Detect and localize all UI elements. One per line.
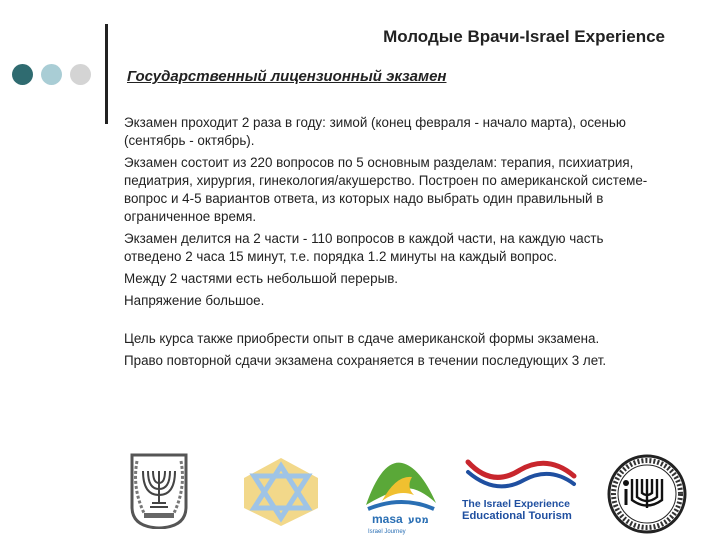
page-header-title: Молодые Врачи-Israel Experience bbox=[383, 27, 665, 46]
israel-experience-tagline: Educational Tourism bbox=[462, 510, 572, 522]
israel-experience-name: The Israel Experience bbox=[462, 498, 570, 510]
divider-line bbox=[105, 24, 108, 124]
paragraph-pressure: Напряжение большое. bbox=[124, 293, 265, 308]
paragraph-course-goal: Цель курса также приобрести опыт в сдаче американской формы экзамена. bbox=[124, 331, 600, 346]
decor-dot-light bbox=[41, 64, 62, 85]
masa-logo-text: masa bbox=[372, 512, 403, 526]
paragraph-break: Между 2 частями есть небольшой перерыв. bbox=[124, 271, 399, 286]
star-of-david-logo bbox=[238, 456, 324, 528]
slide-subtitle: Государственный лицензионный экзамен bbox=[127, 68, 447, 85]
body-text bbox=[124, 114, 664, 374]
decor-dot-dark bbox=[12, 64, 33, 85]
israel-emblem-logo bbox=[128, 453, 190, 529]
paragraph-structure: Экзамен состоит из 220 вопросов по 5 основным разделам: терапия, психиатрия, педиатрия, хирургия, гинекология/акушерство. Построен по американской системе- вопрос и 4-5 вариантов ответа, из которых надо выбрать один правильный в ограниченное время. bbox=[124, 155, 648, 224]
paragraph-retake: Право повторной сдачи экзамена сохраняется в течении последующих 3 лет. bbox=[124, 353, 607, 368]
paragraph-schedule: Экзамен проходит 2 раза в году: зимой (конец февраля - начало марта), осенью (сентябрь - октябрь). bbox=[124, 115, 626, 148]
masa-logo-hebrew: מסע bbox=[408, 515, 429, 526]
masa-logo bbox=[362, 455, 440, 535]
masa-logo-subtitle: Israel Journey bbox=[368, 529, 406, 535]
decor-dot-grey bbox=[70, 64, 91, 85]
israel-experience-swoosh-icon bbox=[462, 458, 582, 496]
round-seal-logo bbox=[606, 453, 688, 535]
paragraph-parts: Экзамен делится на 2 части - 110 вопросов в каждой части, на каждую часть отведено 2 часа 15 минут, т.е. порядка 1.2 минуты на каждый вопрос. bbox=[124, 231, 604, 264]
israel-experience-logo bbox=[462, 458, 584, 522]
